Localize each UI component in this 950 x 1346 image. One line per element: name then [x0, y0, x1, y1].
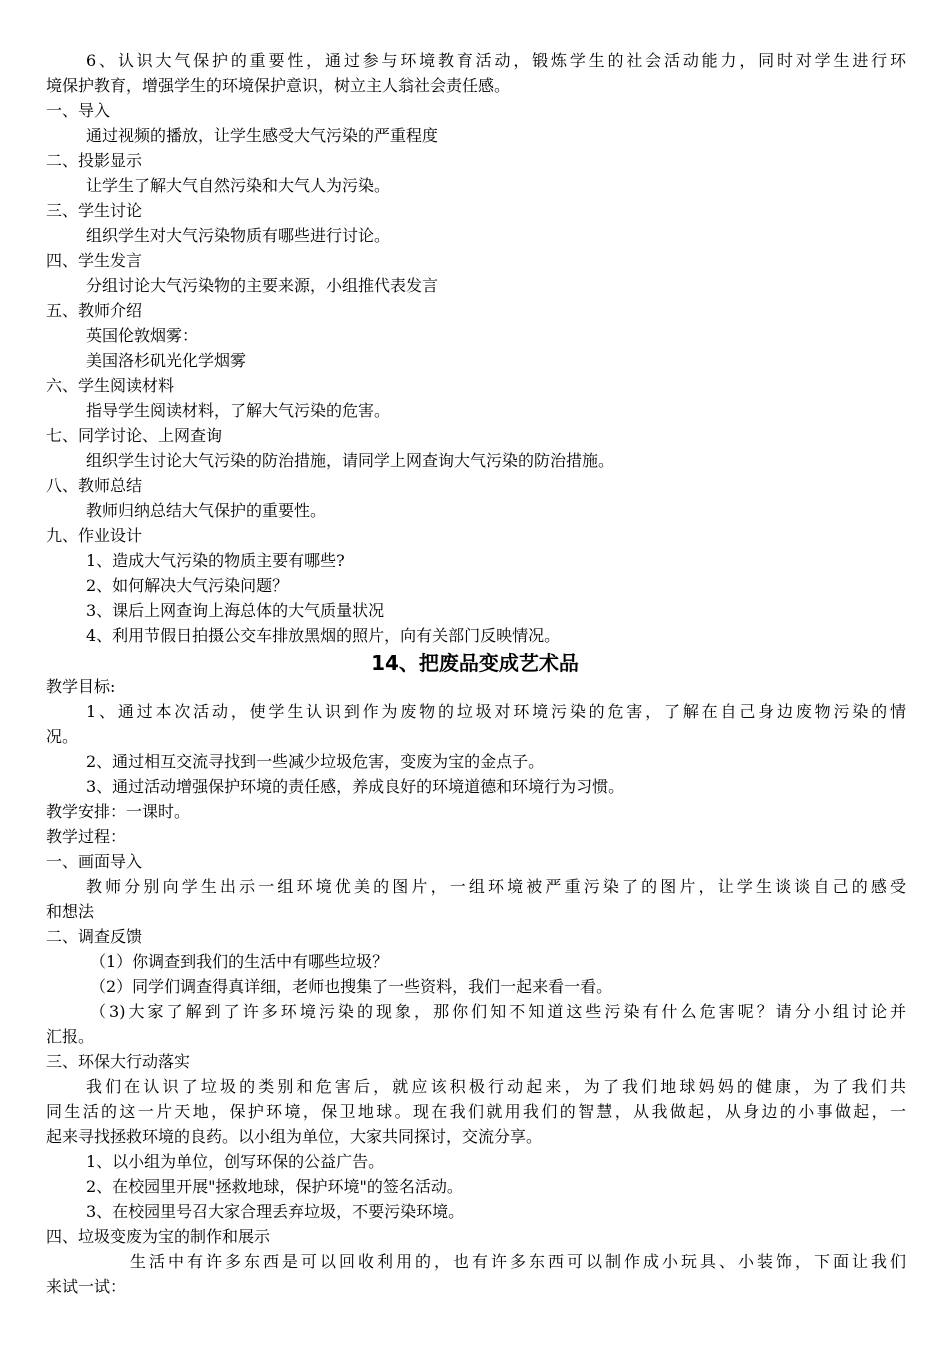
section-3-paragraph-line-1: 我们在认识了垃圾的类别和危害后，就应该积极行动起来，为了我们地球妈妈的健康，为了我们共: [86, 1077, 906, 1096]
survey-question-3-line-2: 汇报。: [46, 1027, 95, 1046]
step-1-text: 通过视频的播放，让学生感受大气污染的严重程度: [86, 126, 439, 145]
section-3-paragraph-line-3: 起来寻找拯救环境的良药。以小组为单位，大家共同探讨，交流分享。: [46, 1127, 543, 1146]
step-6-text: 指导学生阅读材料，了解大气污染的危害。: [86, 401, 391, 420]
step-9-heading: 九、作业设计: [46, 526, 143, 545]
step-8-text: 教师归纳总结大气保护的重要性。: [86, 501, 327, 520]
step-8-heading: 八、教师总结: [46, 476, 143, 495]
section-3-heading: 三、环保大行动落实: [46, 1052, 191, 1071]
section-2-heading: 二、调查反馈: [46, 927, 143, 946]
homework-item-4: 4、利用节假日拍摄公交车排放黑烟的照片，向有关部门反映情况。: [86, 626, 561, 645]
step-5-text-1: 英国伦敦烟雾：: [86, 326, 199, 345]
section-4-paragraph-line-1: 生活中有许多东西是可以回收利用的，也有许多东西可以制作成小玩具、小装饰，下面让我们: [130, 1252, 906, 1271]
homework-item-3: 3、课后上网查询上海总体的大气质量状况: [86, 601, 385, 620]
survey-question-2: （2）同学们调查得真详细，老师也搜集了一些资料，我们一起来看一看。: [90, 977, 613, 996]
goal-6-line-2: 境保护教育，增强学生的环境保护意识，树立主人翁社会责任感。: [46, 76, 511, 95]
goal-6-line-1: 6、认识大气保护的重要性，通过参与环境教育活动，锻炼学生的社会活动能力，同时对学生进行环: [86, 51, 906, 70]
step-3-text: 组织学生对大气污染物质有哪些进行讨论。: [86, 226, 391, 245]
step-4-heading: 四、学生发言: [46, 251, 143, 270]
survey-question-1: （1）你调查到我们的生活中有哪些垃圾？: [90, 952, 389, 971]
survey-question-3-line-1: （3)大家了解到了许多环境污染的现象，那你们知不知道这些污染有什么危害呢？请分小组讨论并: [90, 1002, 906, 1021]
goals-label: 教学目标:: [46, 677, 116, 696]
step-5-text-2: 美国洛杉矶光化学烟雾: [86, 351, 247, 370]
action-item-3: 3、在校园里号召大家合理丢弃垃圾，不要污染环境。: [86, 1202, 465, 1221]
lesson-title: 14、把废品变成艺术品: [371, 651, 579, 675]
lesson-goal-3: 3、通过活动增强保护环境的责任感，养成良好的环境道德和环境行为习惯。: [86, 777, 625, 796]
step-5-heading: 五、教师介绍: [46, 301, 143, 320]
process-label: 教学过程：: [46, 827, 127, 846]
homework-item-2: 2、如何解决大气污染问题？: [86, 576, 289, 595]
action-item-2: 2、在校园里开展"拯救地球，保护环境"的签名活动。: [86, 1177, 463, 1196]
section-1-text-line-1: 教师分别向学生出示一组环境优美的图片，一组环境被严重污染了的图片，让学生谈谈自己的感受: [86, 877, 906, 896]
lesson-goal-1-line-2: 况。: [46, 727, 79, 746]
step-2-heading: 二、投影显示: [46, 151, 143, 170]
step-2-text: 让学生了解大气自然污染和大气人为污染。: [86, 176, 391, 195]
section-4-paragraph-line-2: 来试一试：: [46, 1277, 127, 1296]
step-1-heading: 一、导入: [46, 101, 111, 120]
step-3-heading: 三、学生讨论: [46, 201, 143, 220]
step-4-text: 分组讨论大气污染物的主要来源，小组推代表发言: [86, 276, 439, 295]
section-4-heading: 四、垃圾变废为宝的制作和展示: [46, 1227, 271, 1246]
step-7-text: 组织学生讨论大气污染的防治措施，请同学上网查询大气污染的防治措施。: [86, 451, 615, 470]
lesson-goal-2: 2、通过相互交流寻找到一些减少垃圾危害，变废为宝的金点子。: [86, 752, 545, 771]
lesson-goal-1-line-1: 1、通过本次活动，使学生认识到作为废物的垃圾对环境污染的危害，了解在自己身边废物污染的情: [86, 702, 906, 721]
section-3-paragraph-line-2: 同生活的这一片天地，保护环境，保卫地球。现在我们就用我们的智慧，从我做起，从身边的小事做起，一: [46, 1102, 906, 1121]
section-1-heading: 一、画面导入: [46, 852, 143, 871]
step-6-heading: 六、学生阅读材料: [46, 376, 175, 395]
action-item-1: 1、以小组为单位，创写环保的公益广告。: [86, 1152, 385, 1171]
homework-item-1: 1、造成大气污染的物质主要有哪些?: [86, 551, 345, 570]
step-7-heading: 七、同学讨论、上网查询: [46, 426, 223, 445]
section-1-text-line-2: 和想法: [46, 902, 95, 921]
arrangement: 教学安排：一课时。: [46, 802, 191, 821]
